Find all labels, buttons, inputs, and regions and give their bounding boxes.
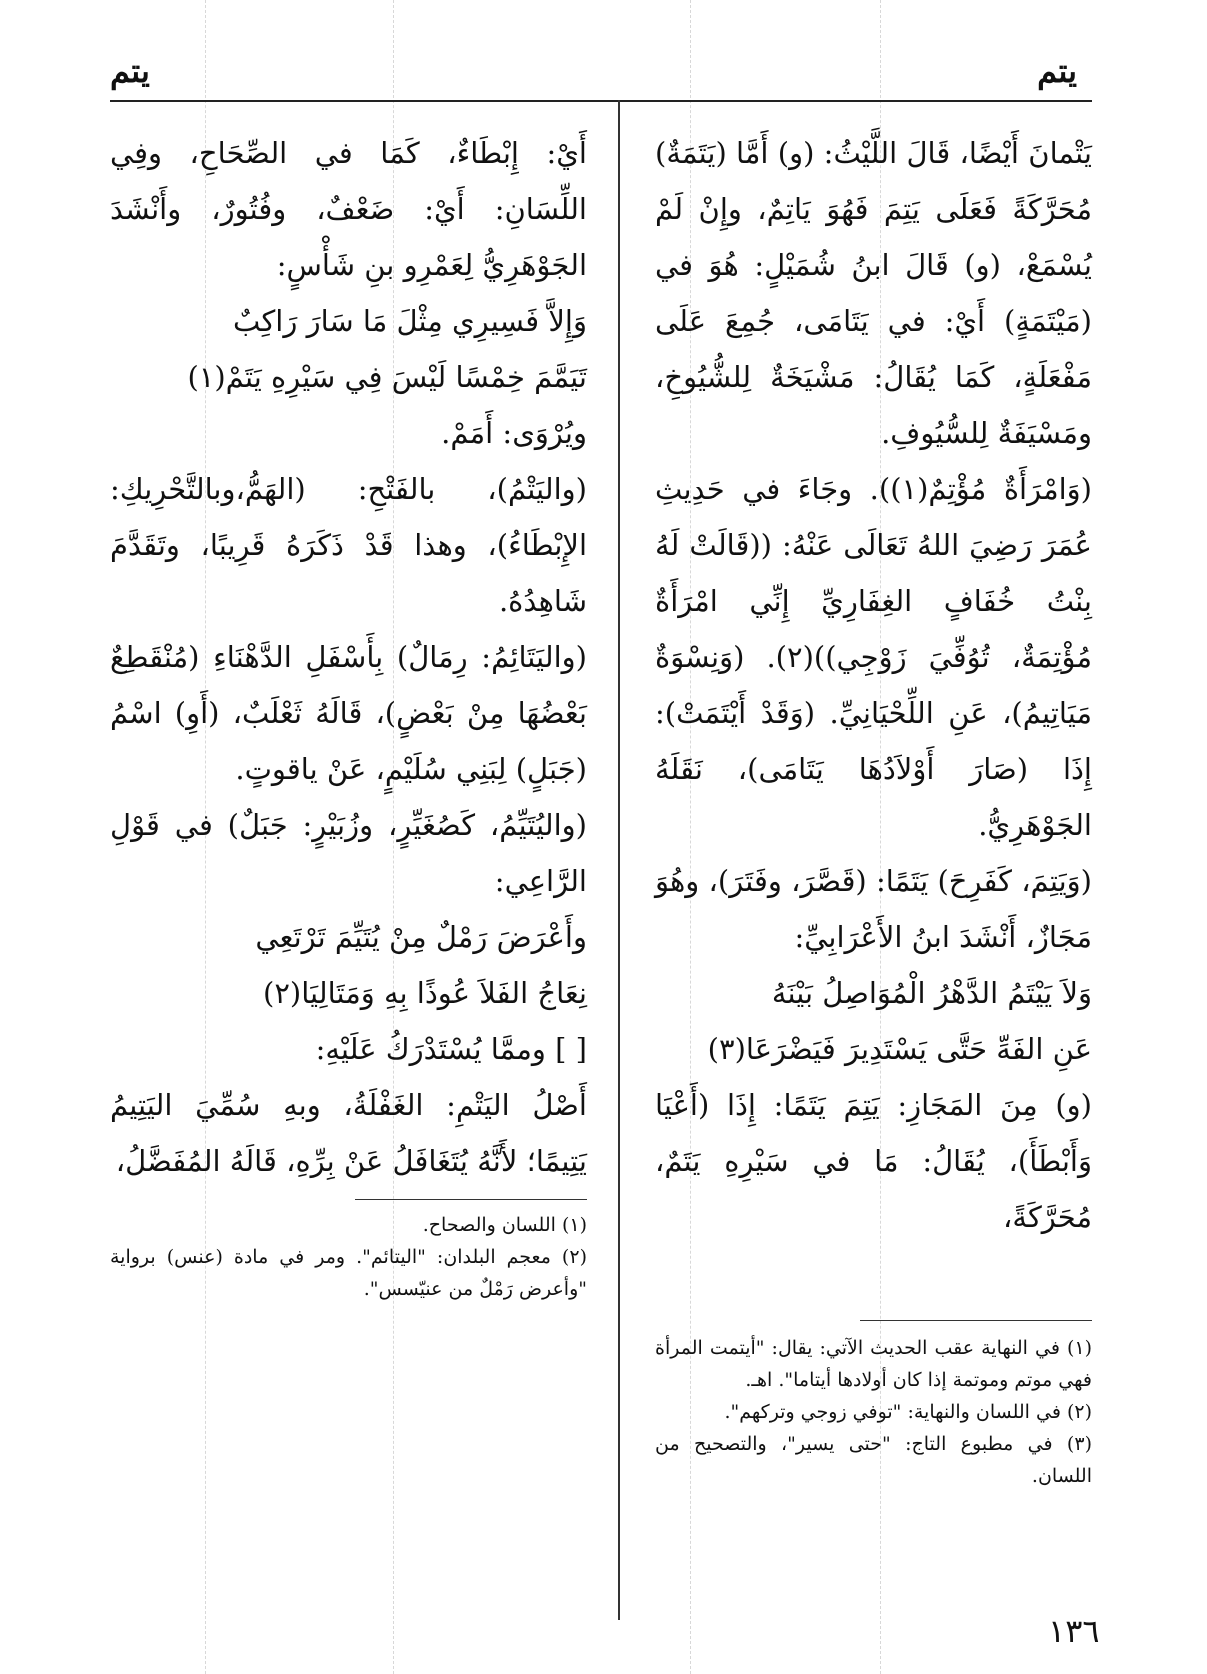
left-paragraph: أَيْ: إِبْطَاءٌ، كَمَا في الصِّحَاحِ، وفِي اللِّسَانِ: أَيْ: ضَعْفٌ، وفُتُورٌ، وأَنْشَدَ الجَوْهَرِيُّ لِعَمْرِو بنِ شَأْسٍ: [110,136,587,282]
left-paragraph: أَصْلُ اليَتْمِ: الغَفْلَةُ، وبهِ سُمِّيَ اليَتِيمُ يَتِيمًا؛ لأَنَّهُ يُتَغَافَلُ عَنْ بِرِّهِ، قَالَهُ المُفَضَّلُ، [110,1088,587,1178]
verse-line: وَإِلاَّ فَسِيرِي مِثْلَ مَا سَارَ رَاكِبٌ [233,304,587,338]
left-paragraph: ويُرْوَى: أَمَمْ. [441,416,587,450]
footnote-rule-left [355,1199,587,1200]
page-number: ١٣٦ [1048,1612,1100,1650]
footnote-rule-right [860,1320,1092,1321]
footnote: (١) في النهاية عقب الحديث الآتي: يقال: "أيتمت المرأة فهي موتم وموتمة إذا كان أولادها أيتاما". اهـ. [655,1337,1092,1391]
right-paragraph: (و) مِنَ المَجَازِ: يَتِمَ يَتَمًا: إِذَا (أَعْيَا وَأَبْطَأَ)، يُقَالُ: مَا في سَيْرِهِ يَتَمٌ، مُحَرَّكَةً، [655,1088,1092,1234]
column-divider [618,100,620,1620]
right-paragraph: يَتْمانَ أَيْضًا، قَالَ اللَّيْثُ: (و) أَمَّا (يَتَمَةٌ) مُحَرَّكَةً فَعَلَى يَتِمَ فَهُوَ يَاتِمٌ، وإِنْ لَمْ يُسْمَعْ، (و) قَالَ ابنُ شُمَيْلٍ: هُوَ في (مَيْتَمَةٍ) أَيْ: في يَتَامَى، جُمِعَ عَلَى مَفْعَلَةٍ، كَمَا يُقَالُ: مَشْيَخَةٌ لِلشُّيُوخِ، ومَسْيَفَةٌ لِلسُّيُوفِ. [655,136,1092,450]
footnote: (٢) معجم البلدان: "اليتائم". ومر في مادة (عنس) برواية "وأعرض رَمْلٌ من عنيّسس". [110,1246,587,1300]
footnote: (٢) في اللسان والنهاية: "توفي زوجي وتركهم". [724,1401,1092,1423]
verse-line: وَلاَ يَيْتَمُ الدَّهْرُ الْمُوَاصِلُ بَيْنَهُ [771,976,1092,1010]
footnotes-left [110,1209,587,1305]
right-column [655,125,1092,1245]
right-paragraph: (وَيَتِمَ، كَفَرِحَ) يَتَمًا: (قَصَّرَ، وفَتَرَ)، وهُوَ مَجَازٌ، أَنْشَدَ ابنُ الأَعْرَابِيِّ: [655,864,1092,954]
footnote: (١) اللسان والصحاح. [422,1214,587,1236]
header-word-left: يتم [110,52,150,90]
verse-line: نِعَاجُ الفَلاَ عُوذًا بِهِ وَمَتَالِيَا(٢) [262,976,587,1010]
verse-line: تَيَمَّمَ خِمْسًا لَيْسَ فِي سَيْرِهِ يَتَمْ(١) [187,360,587,394]
left-paragraph: (واليَتْمُ)، بالفَتْحِ: (الهَمُّ،وبالتَّحْرِيكِ: الإِبْطَاءُ)، وهذا قَدْ ذَكَرَهُ قَرِيبًا، وتَقَدَّمَ شَاهِدُهُ. [110,472,587,618]
verse-line: وأَعْرَضَ رَمْلٌ مِنْ يُتَيِّمَ تَرْتَعِي [255,920,587,954]
left-paragraph: (واليَتَائِمُ: رِمَالٌ) بِأَسْفَلِ الدَّهْنَاءِ (مُنْقَطِعٌ بَعْضُهَا مِنْ بَعْضٍ)، قَالَهُ ثَعْلَبٌ، (أَوِ) اسْمُ (جَبَلٍ) لِبَنِي سُلَيْمٍ، عَنْ ياقوتٍ. [110,640,587,786]
left-paragraph: [ ] وممَّا يُسْتَدْرَكُ عَلَيْهِ: [315,1032,587,1066]
right-paragraph: (وَامْرَأَةٌ مُؤْتِمٌ(١)). وجَاءَ في حَدِيثِ عُمَرَ رَضِيَ اللهُ تَعَالَى عَنْهُ: ((قَالَتْ لَهُ بِنْتُ خُفَافٍ الغِفَارِيِّ إِنِّي امْرَأَةٌ مُؤْتِمَةٌ، تُوُفِّيَ زَوْجِي))(٢). (وَنِسْوَةٌ مَيَاتِيمُ)، عَنِ اللِّحْيَانِيِّ. (وَقَدْ أَيْتَمَتْ): إِذَا (صَارَ أَوْلاَدُهَا يَتَامَى)، نَقَلَهُ الجَوْهَرِيُّ. [655,472,1092,842]
header-rule [110,100,1092,102]
footnotes-right [655,1332,1092,1492]
footnote: (٣) في مطبوع التاج: "حتى يسير"، والتصحيح من اللسان. [655,1433,1092,1487]
left-paragraph: (واليُتَيِّمُ، كَصُغَيِّرٍ، وزُبَيْرٍ: جَبَلٌ) في قَوْلِ الرَّاعِي: [110,808,587,898]
verse-line: عَنِ الفَهِّ حَتَّى يَسْتَدِيرَ فَيَضْرَعَا(٣) [707,1032,1092,1066]
header-word-right: يتم [1037,52,1077,90]
left-column [110,125,587,1189]
